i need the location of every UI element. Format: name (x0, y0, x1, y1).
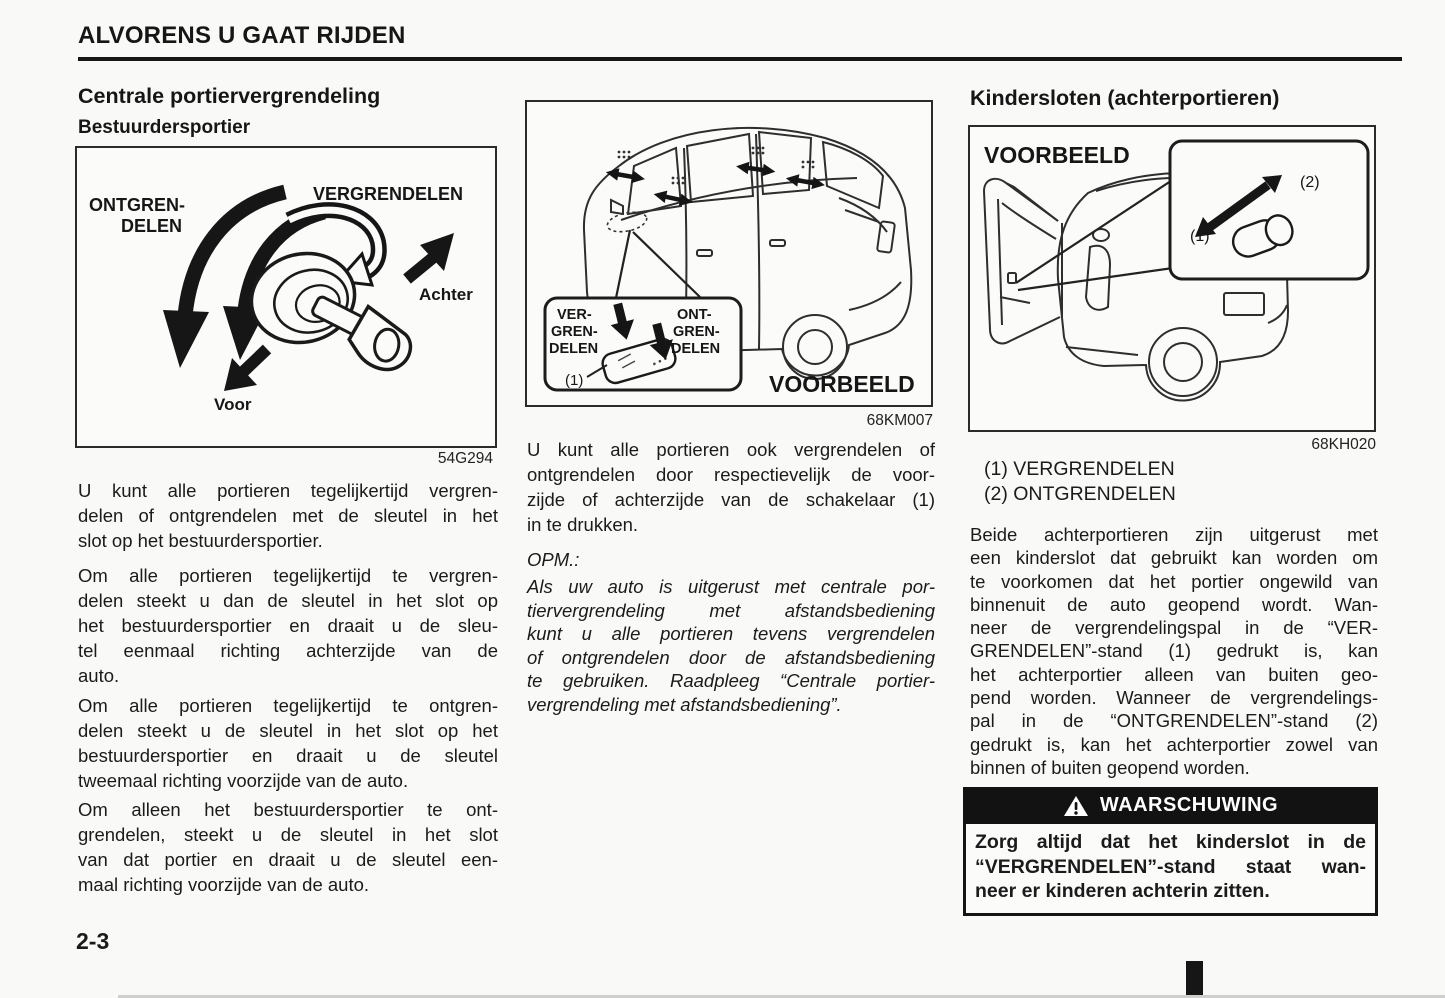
text-line: van dat portier en draait u de sleutel een- (78, 849, 498, 870)
subsection-heading-driver-door: Bestuurdersportier (78, 117, 251, 138)
door-switch-dots (618, 147, 815, 185)
text-line: tweemaal richting voorzijde van de auto. (78, 770, 409, 791)
door-lock-arrows (605, 160, 826, 209)
figure-driver-door-lock (75, 146, 497, 448)
inset-leader-lines (1016, 175, 1180, 290)
text-line: grendelen, steekt u de sleutel in het slot (78, 824, 498, 845)
text-line: het bestuurdersportier en draait u de sleu- (78, 615, 498, 636)
text-line: kunt u alle portieren tevens vergrendelen (527, 623, 935, 644)
section-heading-central-locking: Centrale portiervergrendeling (78, 84, 381, 108)
text-line: pal in de “ONTGRENDELEN”-stand (2) (970, 710, 1378, 732)
callout-leader-lines (616, 230, 701, 298)
warning-body (963, 824, 1378, 916)
text-line: gedrukt is, kan het achterportier zowel van (970, 733, 1378, 755)
child-lock-illustration (970, 127, 1374, 430)
front-arrow (224, 349, 267, 391)
label-ver: VER- (557, 307, 592, 323)
text-line: binnen of buiten geopend worden. (970, 756, 1250, 778)
warning-header (963, 787, 1378, 824)
label-voor: Voor (214, 395, 252, 414)
text-line: U kunt alle portieren ook vergrendelen of (527, 439, 935, 460)
text-line: delen steekt u de sleutel in het slot op het (78, 720, 498, 741)
text-line: GRENDELEN”-stand (1) gedrukt is, kan (970, 640, 1378, 662)
text-line: vergrendeling met afstandsbediening”. (527, 693, 842, 715)
text-line: bestuurdersportier en draait u de sleutel (78, 745, 498, 766)
label-ref2: (2) (1300, 174, 1320, 191)
figure-code: 68KH020 (1311, 436, 1376, 453)
text-line: te voorkomen dat het portier ongewild van (970, 570, 1378, 592)
label-gren-left: GREN- (551, 324, 598, 340)
label-ontgrendelen-line2: DELEN (120, 216, 182, 236)
text-line: neer de vergrendelingspal in de “VER- (970, 617, 1378, 639)
text-line: ontgrendelen door respectievelijk de voor- (527, 464, 935, 485)
text-line: Beide achterportieren zijn uitgerust met (970, 524, 1378, 545)
section-heading-child-locks: Kindersloten (achterportieren) (970, 86, 1280, 110)
text-line: slot op het bestuurdersportier. (78, 530, 323, 551)
legend-item-vergrendelen: (1) VERGRENDELEN (984, 458, 1175, 480)
title-rule (78, 57, 1402, 61)
label-voorbeeld-middle: VOORBEELD (769, 371, 915, 397)
text-line: een kinderslot dat gebruikt kan worden om (970, 547, 1378, 569)
text-line: in te drukken. (527, 514, 639, 535)
page-title: ALVORENS U GAAT RIJDEN (78, 22, 406, 49)
text-line: Om alle portieren tegelijkertijd te ontgren- (78, 695, 498, 716)
page-number: 2-3 (76, 928, 110, 954)
text-line: delen steekt u dan de sleutel in het slot op (78, 590, 498, 611)
text-line: te gebruiken. Raadpleeg “Centrale portier- (527, 670, 935, 691)
paragraph (78, 797, 498, 897)
key-cylinder-illustration (242, 243, 420, 378)
text-line: U kunt alle portieren tegelijkertijd vergren- (78, 480, 498, 501)
label-delen-left: DELEN (549, 341, 599, 357)
label-achter: Achter (419, 285, 473, 304)
text-line: Zorg altijd dat het kinderslot in de (975, 831, 1366, 853)
label-delen-right: DELEN (671, 341, 721, 357)
paragraph (78, 693, 498, 793)
paragraph (78, 478, 498, 553)
text-line: maal richting voorzijde van de auto. (78, 874, 370, 895)
child-lock-inset-box (1170, 141, 1368, 279)
label-ref1: (1) (1190, 228, 1210, 245)
note-label: OPM.: (527, 549, 580, 570)
figure-child-lock (968, 125, 1376, 432)
warning-triangle-icon (1063, 795, 1089, 817)
legend-item-ontgrendelen: (2) ONTGRENDELEN (984, 483, 1176, 505)
text-line: auto. (78, 665, 120, 686)
paragraph (527, 437, 935, 537)
paragraph (78, 563, 498, 688)
figure-code: 54G294 (437, 450, 493, 467)
key-lock-illustration (77, 148, 495, 446)
text-line: zijde of achterzijde van de schakelaar (1) (527, 489, 935, 510)
text-line: tiervergrendeling met afstandsbediening (527, 599, 935, 621)
note-paragraph (527, 575, 935, 716)
text-line: Om alleen het bestuurdersportier te ont- (78, 799, 498, 820)
warning-box (963, 787, 1378, 916)
text-line: neer er kinderen achterin zitten. (975, 880, 1270, 902)
label-gren-right: GREN- (673, 324, 720, 340)
figure-code: 68KM007 (866, 412, 933, 429)
paragraph (970, 523, 1378, 779)
label-ontgrendelen-line1: ONTGREN- (89, 195, 185, 215)
text-line: tel eenmaal richting achterzijde van de (78, 640, 498, 661)
text-line: binnenuit de auto geopend wordt. Wan- (970, 593, 1378, 615)
text-line: Om alle portieren tegelijkertijd te vergren- (78, 565, 498, 586)
label-ont: ONT- (677, 307, 712, 323)
text-line: Als uw auto is uitgerust met centrale por- (527, 576, 935, 597)
car-switch-illustration (527, 102, 931, 405)
text-line: of ontgrendelen door de afstandsbediening (527, 646, 935, 668)
label-switch-ref1: (1) (565, 372, 584, 389)
figure-central-locking-switch (525, 100, 933, 407)
section-tab-mark (1186, 961, 1203, 995)
text-line: “VERGRENDELEN”-stand staat wan- (975, 855, 1366, 878)
label-vergrendelen: VERGRENDELEN (313, 184, 464, 204)
text-line: delen of ontgrendelen met de sleutel in het (78, 505, 498, 526)
text-line: pend worden. Wanneer de vergrendelings- (970, 687, 1378, 709)
label-voorbeeld-right: VOORBEELD (984, 142, 1130, 168)
warning-title: WAARSCHUWING (1099, 794, 1279, 816)
text-line: het achterportier alleen van buiten geo- (970, 663, 1378, 685)
rear-arrow (407, 233, 454, 279)
